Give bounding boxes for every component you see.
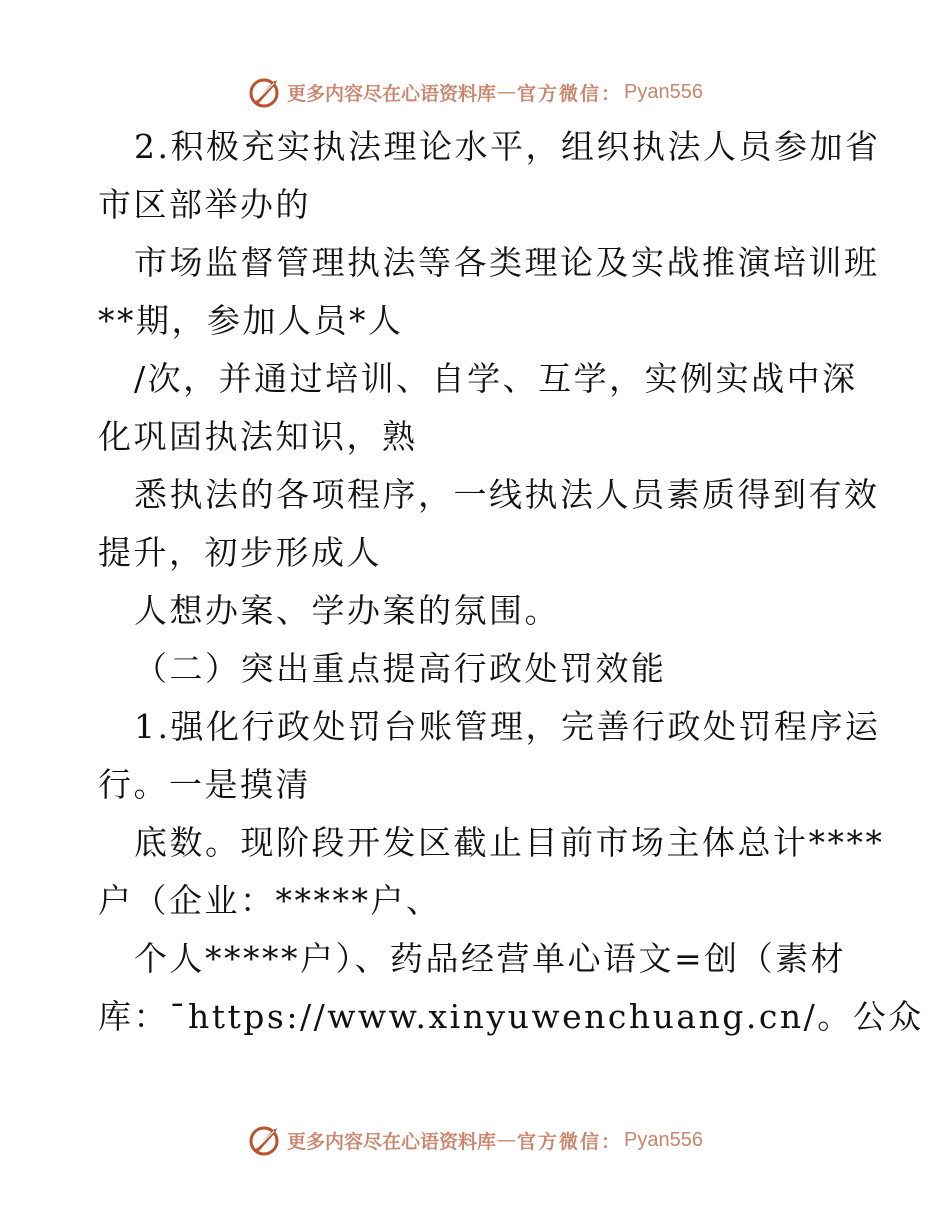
- body-line-5: /次，并通过培训、自学、互学，实例实战中深: [134, 359, 858, 398]
- body-line-13: 底数。现阶段开发区截止目前市场主体总计****: [134, 823, 885, 862]
- watermark-wechat-id: Pyan556: [624, 80, 703, 103]
- body-line-14: 户（企业：*****户、: [98, 881, 442, 920]
- body-line-12: 行。一是摸清: [98, 765, 311, 804]
- quill-logo-icon: [247, 74, 283, 110]
- body-line-4: **期，参加人员*人: [98, 301, 404, 340]
- body-line-2: 市区部举办的: [98, 185, 311, 224]
- section-heading: （二）突出重点提高行政处罚效能: [134, 649, 667, 688]
- watermark-wechat-label: 官方微信：: [517, 1130, 623, 1153]
- body-line-1: 2.积极充实执法理论水平，组织执法人员参加省: [134, 127, 881, 166]
- watermark-dash: —: [497, 1129, 517, 1151]
- watermark-header: [0, 72, 950, 112]
- body-line-16: 库：¯https://www.xinyuwenchuang.cn/。公众: [98, 997, 924, 1036]
- body-line-7: 悉执法的各项程序，一线执法人员素质得到有效: [134, 475, 880, 514]
- watermark-site-text: 更多内容尽在心语资料库: [287, 1130, 497, 1153]
- quill-logo-icon: [247, 1122, 283, 1158]
- body-line-11: 1.强化行政处罚台账管理，完善行政处罚程序运: [134, 707, 881, 746]
- body-line-9: 人想办案、学办案的氛围。: [134, 591, 560, 630]
- body-line-15: 个人*****户）、药品经营单心语文=创（素材: [134, 939, 847, 978]
- body-line-6: 化巩固执法知识，熟: [98, 417, 418, 456]
- body-line-8: 提升，初步形成人: [98, 533, 382, 572]
- watermark-footer: [0, 1120, 950, 1160]
- watermark-wechat-label: 官方微信：: [517, 82, 623, 105]
- watermark-wechat-id: Pyan556: [624, 1128, 703, 1151]
- watermark-site-text: 更多内容尽在心语资料库: [287, 82, 497, 105]
- body-line-3: 市场监督管理执法等各类理论及实战推演培训班: [134, 243, 880, 282]
- watermark-dash: —: [497, 81, 517, 103]
